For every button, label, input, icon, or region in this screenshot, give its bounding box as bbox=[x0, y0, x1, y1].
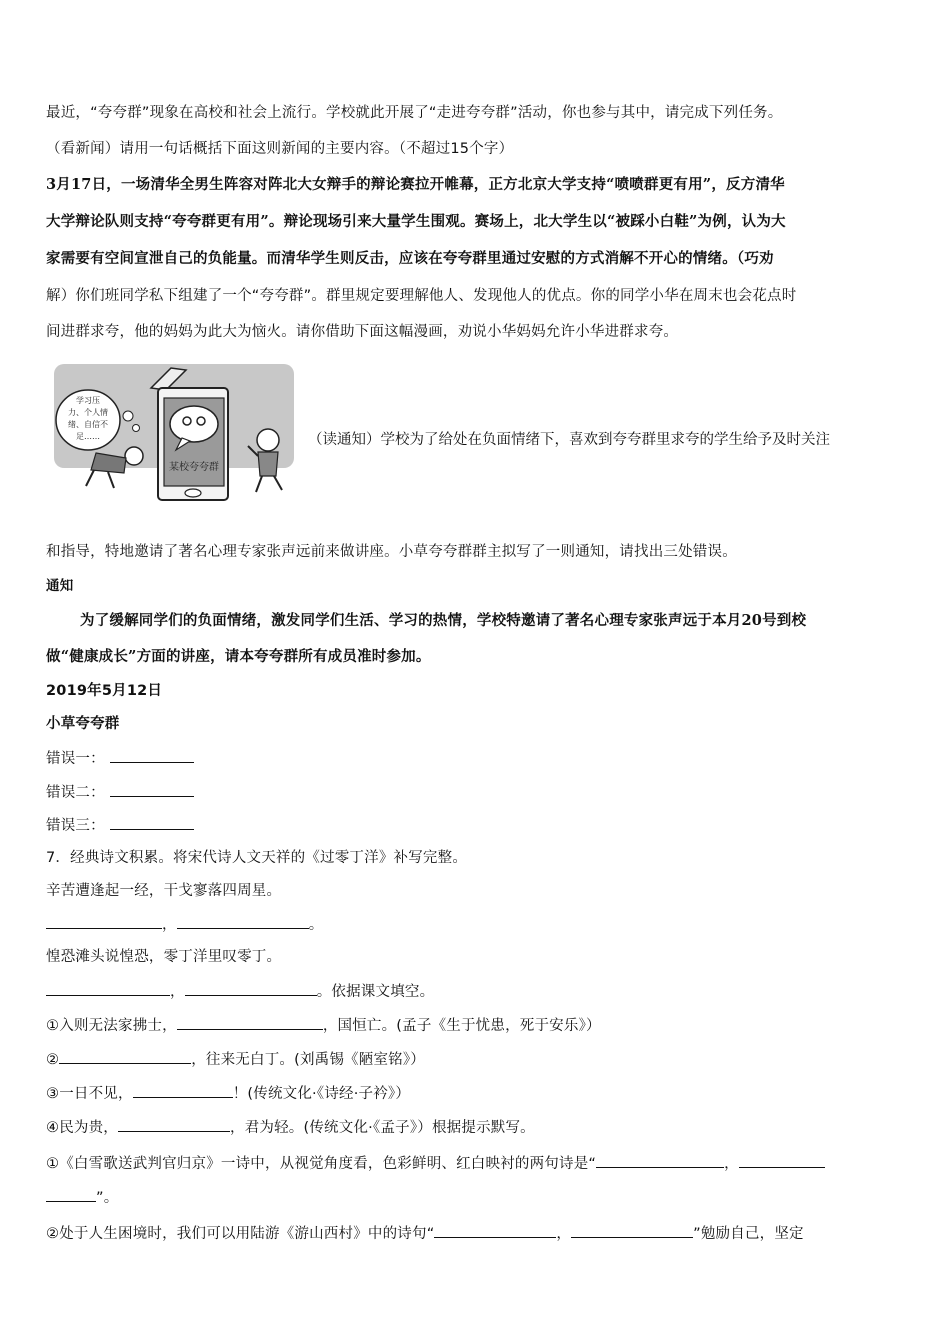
fill-4-prefix: ④民为贵， bbox=[46, 1120, 118, 1136]
fill-item-4 bbox=[46, 1117, 535, 1138]
cartoon-illustration bbox=[46, 358, 296, 503]
fill-3-suffix: ！(传统文化·《诗经·子衿》） bbox=[232, 1086, 411, 1102]
comma: ， bbox=[162, 917, 177, 933]
fill-2-prefix: ② bbox=[46, 1052, 60, 1068]
q7-blank-row-1 bbox=[46, 914, 323, 935]
fill-2-blank[interactable] bbox=[59, 1049, 191, 1064]
period: 。 bbox=[308, 917, 324, 933]
q7-title: 7．经典诗文积累。将宋代诗人文天祥的《过零丁洋》补写完整。 bbox=[46, 850, 468, 866]
news-line-3: 家需要有空间宣泄自己的负能量。而清华学生则反击，应该在夸夸群里通过安慰的方式消解不开心的情绪。（巧劝 bbox=[46, 250, 774, 267]
poem-blank-3[interactable] bbox=[46, 981, 170, 996]
poem-blank-1[interactable] bbox=[46, 914, 162, 929]
intro-line-1: 最近，“夸夸群”现象在高校和社会上流行。学校就此开展了“走进夸夸群”活动，你也参与其中，请完成下列任务。 bbox=[46, 105, 783, 121]
comma: ， bbox=[556, 1226, 572, 1242]
svg-text:绪、自信不: 绪、自信不 bbox=[68, 420, 108, 429]
prompt-1-text: ①《白雪歌送武判官归京》一诗中，从视觉角度看，色彩鲜明、红白映衬的两句诗是“ bbox=[46, 1156, 597, 1172]
error-2-label: 错误二： bbox=[46, 785, 105, 801]
fill-item-3 bbox=[46, 1083, 410, 1104]
q7-poem-line-3: 惶恐滩头说惶恐，零丁洋里叹零丁。 bbox=[46, 949, 282, 965]
comma: ， bbox=[170, 984, 185, 1000]
fill-4-suffix: ，君为轻。(传统文化·《孟子》）根据提示默写。 bbox=[230, 1120, 535, 1136]
persuade-line-2: 间进群求夸，他的妈妈为此大为恼火。请你借助下面这幅漫画，劝说小华妈妈允许小华进群求夸。 bbox=[46, 324, 679, 340]
svg-text:力、个人情: 力、个人情 bbox=[68, 408, 108, 417]
prompt-1-blank-2-cont[interactable] bbox=[46, 1187, 96, 1202]
error-1-row bbox=[46, 748, 194, 769]
news-line-2: 大学辩论队则支持“夸夸群更有用”。辩论现场引来大量学生围观。赛场上，北大学生以“被踩小白鞋”为例，认为大 bbox=[46, 213, 786, 230]
prompt-1-line-1 bbox=[46, 1153, 825, 1174]
fill-4-blank[interactable] bbox=[118, 1117, 230, 1132]
notice-task-line-1: （读通知）学校为了给处在负面情绪下，喜欢到夸夸群里求夸的学生给予及时关注 bbox=[308, 432, 830, 448]
poem-blank-4[interactable] bbox=[185, 981, 317, 996]
notice-signature: 小草夸夸群 bbox=[46, 715, 120, 732]
error-1-blank[interactable] bbox=[110, 748, 194, 763]
prompt-1-blank-1[interactable] bbox=[596, 1153, 724, 1168]
error-2-row bbox=[46, 782, 194, 803]
svg-text:足……: 足…… bbox=[76, 432, 100, 441]
error-2-blank[interactable] bbox=[110, 782, 194, 797]
prompt-2-text: ②处于人生困境时，我们可以用陆游《游山西村》中的诗句“ bbox=[46, 1226, 435, 1242]
q7-blank-row-2 bbox=[46, 981, 434, 1002]
error-3-label: 错误三： bbox=[46, 818, 105, 834]
fill-3-blank[interactable] bbox=[133, 1083, 233, 1098]
news-line-1: 3月17日，一场清华全男生阵容对阵北大女辩手的辩论赛拉开帷幕，正方北京大学支持“喷喷群更有用”，反方清华 bbox=[46, 176, 785, 193]
prompt-1-line-2 bbox=[46, 1187, 118, 1208]
fill-1-prefix: ①入则无法家拂士， bbox=[46, 1018, 177, 1034]
error-1-label: 错误一： bbox=[46, 751, 105, 767]
prompt-2-suffix: ”勉励自己，坚定 bbox=[693, 1226, 804, 1242]
prompt-2-blank-2[interactable] bbox=[571, 1223, 693, 1238]
notice-body-line-2: 做“健康成长”方面的讲座，请本夸夸群所有成员准时参加。 bbox=[46, 648, 431, 665]
prompt-1-end: ”。 bbox=[96, 1190, 119, 1206]
poem-blank-2[interactable] bbox=[177, 914, 309, 929]
fill-1-suffix: ，国恒亡。(孟子《生于忧患，死于安乐》） bbox=[322, 1018, 601, 1034]
prompt-1-blank-2[interactable] bbox=[739, 1153, 825, 1168]
notice-title: 通知 bbox=[46, 578, 74, 594]
notice-body-line-1: 为了缓解同学们的负面情绪，激发同学们生活、学习的热情，学校特邀请了著名心理专家张声远于本月20号到校 bbox=[80, 612, 807, 629]
fill-1-blank[interactable] bbox=[177, 1015, 323, 1030]
error-3-blank[interactable] bbox=[110, 815, 194, 830]
comma: ， bbox=[724, 1156, 739, 1172]
svg-text:学习压: 学习压 bbox=[76, 396, 100, 405]
intro-line-2: （看新闻）请用一句话概括下面这则新闻的主要内容。（不超过15个字） bbox=[46, 141, 514, 157]
fill-2-suffix: ，往来无白丁。(刘禹锡《陋室铭》） bbox=[191, 1052, 426, 1068]
fill-item-2 bbox=[46, 1049, 425, 1070]
q7-poem-line-1: 辛苦遭逢起一经，干戈寥落四周星。 bbox=[46, 883, 282, 899]
notice-date: 2019年5月12日 bbox=[46, 683, 163, 699]
fill-3-prefix: ③一日不见， bbox=[46, 1086, 133, 1102]
fill-in-instruction: 。依据课文填空。 bbox=[316, 984, 435, 1000]
cartoon-image bbox=[46, 358, 296, 503]
prompt-2-blank-1[interactable] bbox=[434, 1223, 556, 1238]
notice-task-line-2: 和指导，特地邀请了著名心理专家张声远前来做讲座。小草夸夸群群主拟写了一则通知，请找出三处错误。 bbox=[46, 544, 737, 560]
fill-item-1 bbox=[46, 1015, 601, 1036]
error-3-row bbox=[46, 815, 194, 836]
prompt-2-line-1 bbox=[46, 1223, 804, 1244]
svg-text:某校夸夸群: 某校夸夸群 bbox=[169, 462, 219, 473]
persuade-line-1: 解）你们班同学私下组建了一个“夸夸群”。群里规定要理解他人、发现他人的优点。你的同学小华在周末也会花点时 bbox=[46, 288, 797, 304]
